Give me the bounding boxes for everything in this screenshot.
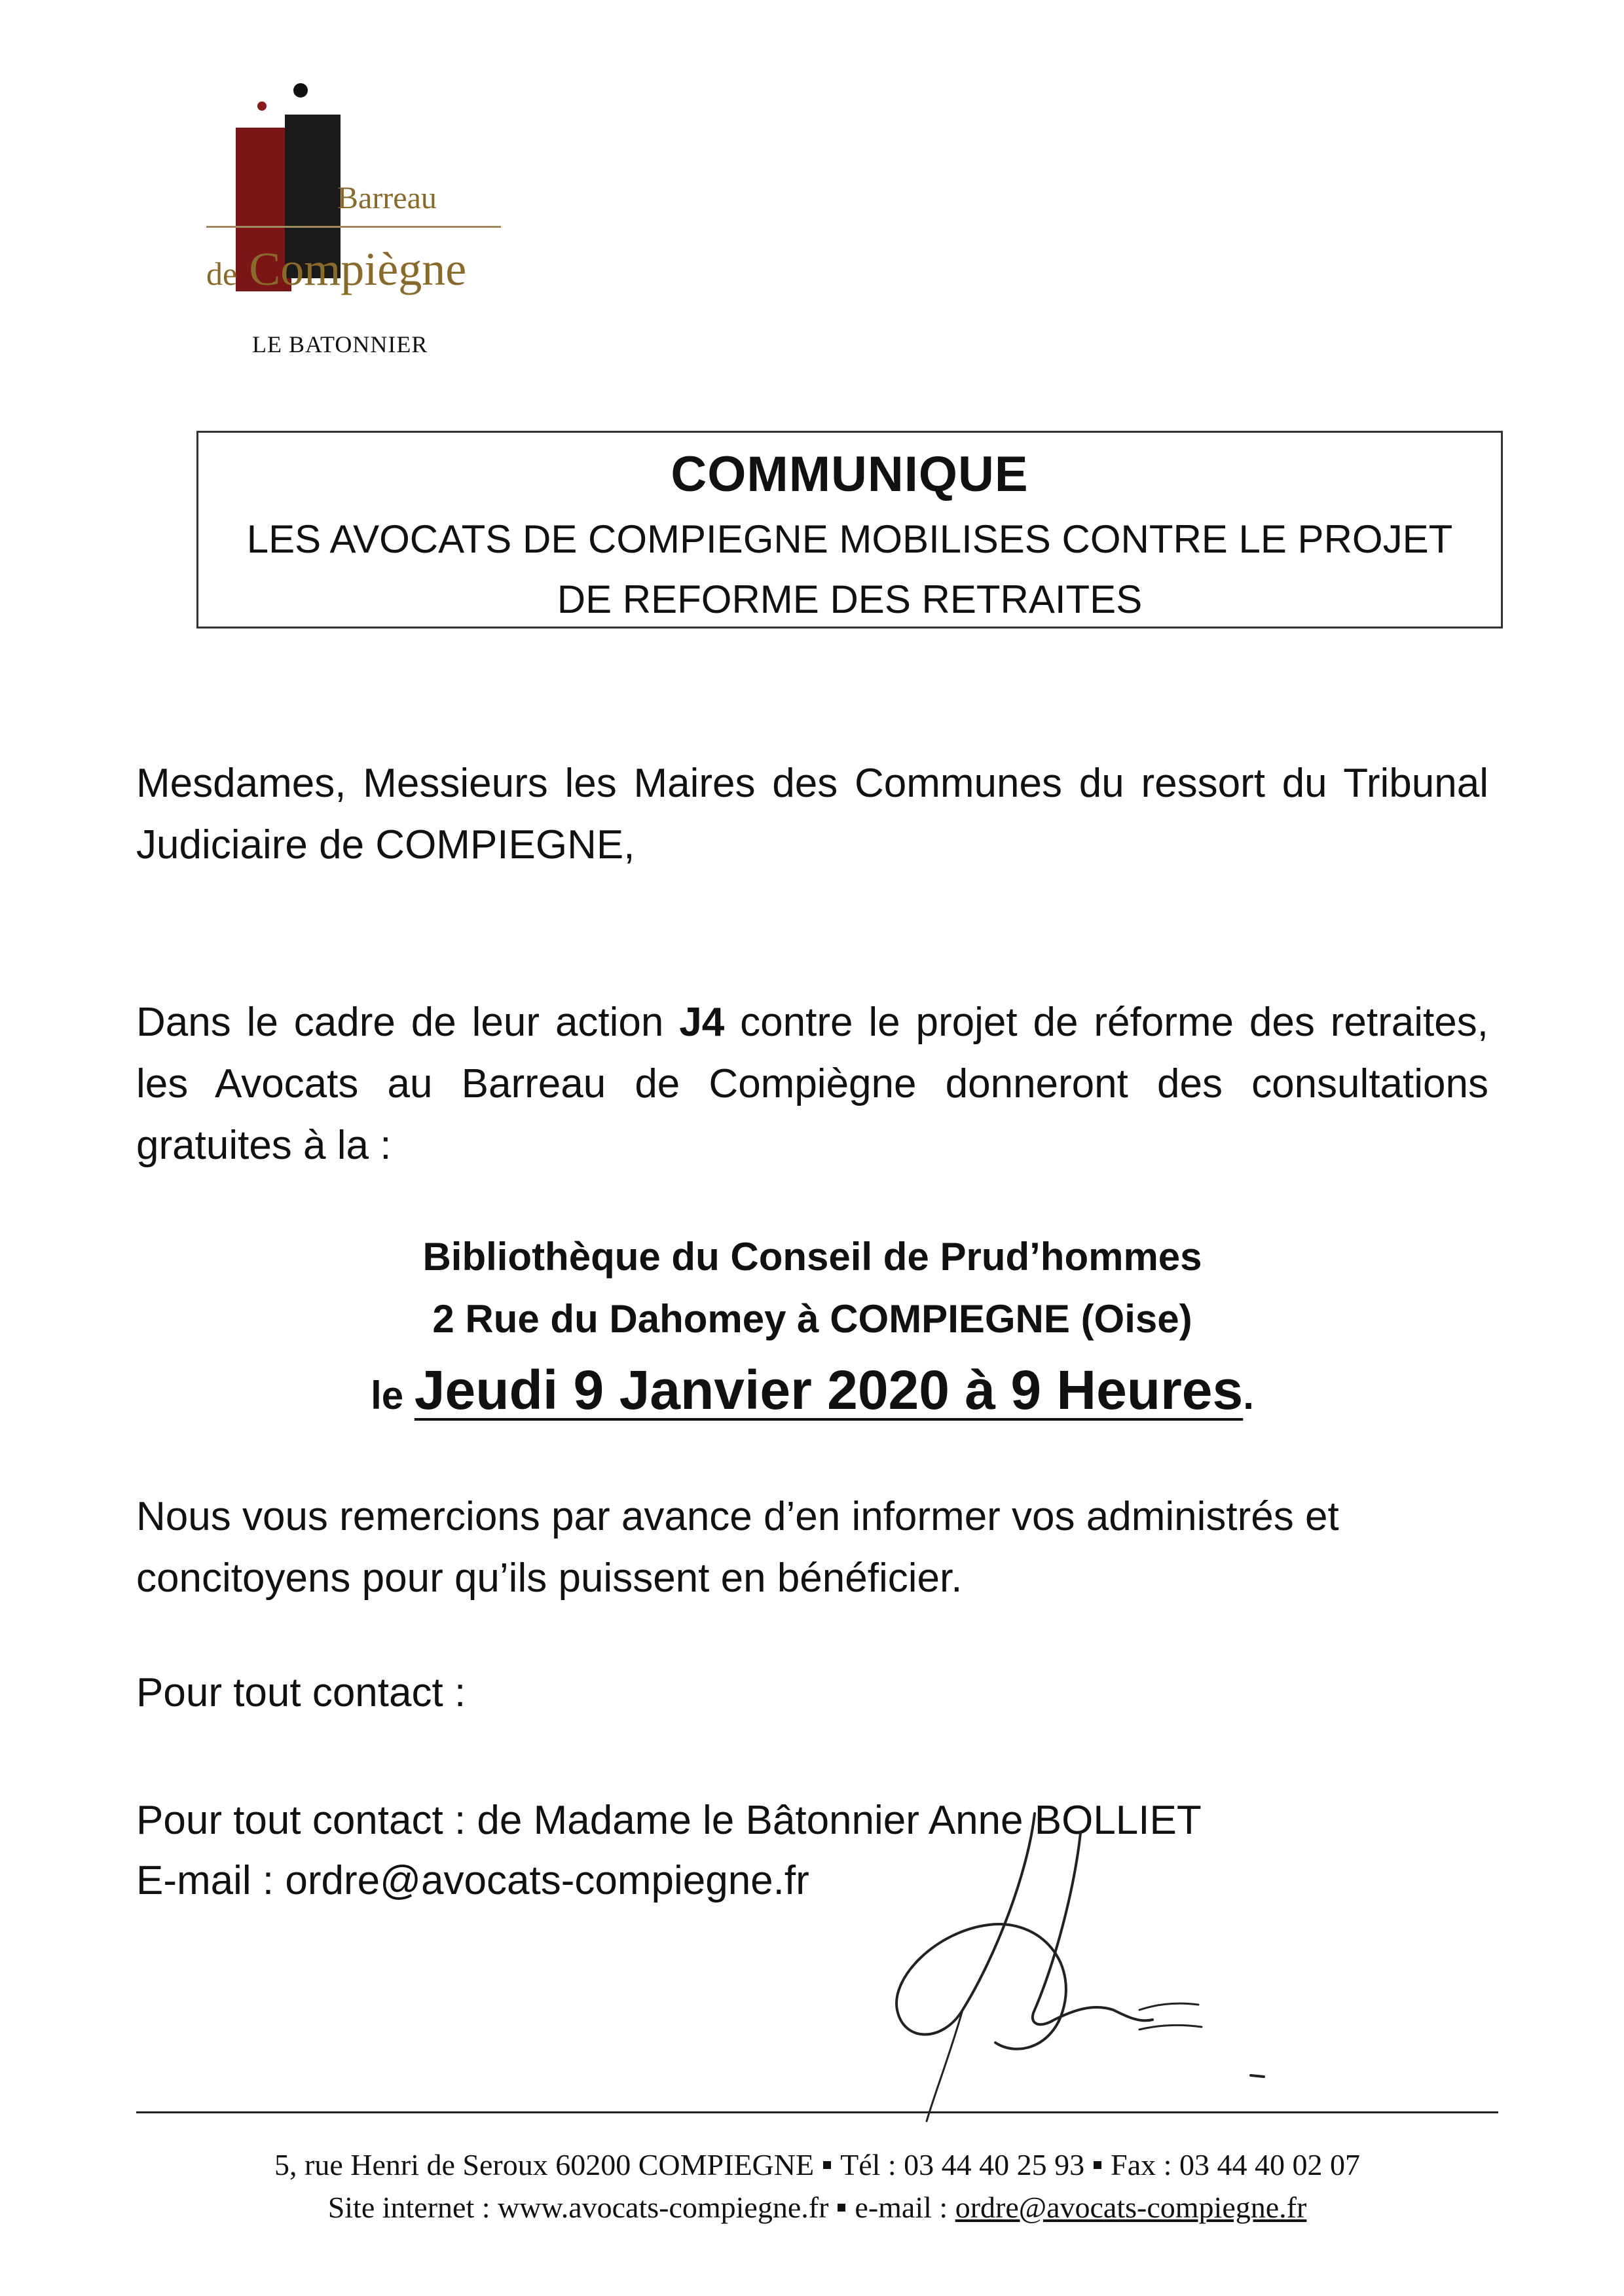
venue-block <box>136 1234 1488 1430</box>
venue-date-suffix: . <box>1243 1374 1254 1417</box>
communique-subtitle-line-1: LES AVOCATS DE COMPIEGNE MOBILISES CONTRE LE PROJET <box>246 517 1453 561</box>
logo-de: de <box>206 255 238 292</box>
action-text-after: contre le projet de réforme des retraites, les Avocats au Barreau de Compiègne donneront des consultations gratuites à la : <box>136 1000 1488 1168</box>
footer-address: 5, rue Henri de Seroux 60200 COMPIEGNE <box>274 2148 815 2181</box>
footer-email-link[interactable]: ordre@avocats-compiegne.fr <box>955 2191 1307 2224</box>
action-paragraph <box>136 992 1488 1176</box>
communique-subtitle <box>198 509 1501 630</box>
venue-date: Jeudi 9 Janvier 2020 à 9 Heures <box>414 1359 1244 1421</box>
footer-fax: Fax : 03 44 40 02 07 <box>1111 2148 1360 2181</box>
venue-address: 2 Rue du Dahomey à COMPIEGNE (Oise) <box>432 1297 1192 1341</box>
footer-email-label: e-mail : <box>855 2191 948 2224</box>
communique-subtitle-line-2: DE REFORME DES RETRAITES <box>557 577 1143 621</box>
footer-rule <box>136 2111 1498 2113</box>
venue-name: Bibliothèque du Conseil de Prud’hommes <box>422 1235 1202 1279</box>
logo-dot-black <box>293 83 308 98</box>
venue-date-line <box>136 1358 1488 1422</box>
contact-email: E-mail : ordre@avocats-compiegne.fr <box>136 1858 809 1903</box>
bar-logo <box>206 75 507 383</box>
handwritten-signature <box>864 1794 1283 2134</box>
action-code: J4 <box>679 1000 725 1045</box>
contact-name: Pour tout contact : de Madame le Bâtonnier Anne BOLLIET <box>136 1798 1202 1843</box>
action-text-before: Dans le cadre de leur action <box>136 1000 664 1045</box>
logo-city: Compiègne <box>249 243 467 295</box>
logo-dot-red <box>257 101 267 111</box>
communique-header-box <box>196 431 1503 629</box>
footer-bullet <box>823 2161 831 2169</box>
logo-rule <box>206 226 501 228</box>
greeting-paragraph: Mesdames, Messieurs les Maires des Communes du ressort du Tribunal Judiciaire de COMPIEGNE, <box>136 761 1488 867</box>
footer-tel: Tél : 03 44 40 25 93 <box>840 2148 1085 2181</box>
footer-bullet <box>838 2204 845 2212</box>
logo-barreau: Barreau <box>337 181 437 215</box>
footer-site[interactable]: Site internet : www.avocats-compiegne.fr <box>327 2191 829 2224</box>
footer-web-line <box>136 2190 1498 2225</box>
footer-address-line <box>136 2147 1498 2182</box>
logo-compiegne <box>206 242 507 297</box>
thanks-paragraph: Nous vous remercions par avance d’en informer vos administrés et concitoyens pour qu’ils puissent en bénéficier. <box>136 1494 1339 1601</box>
logo-subtitle: LE BATONNIER <box>252 331 428 357</box>
footer-bullet <box>1094 2161 1101 2169</box>
venue-date-prefix: le <box>371 1374 404 1417</box>
communique-title: COMMUNIQUE <box>671 446 1029 502</box>
contact-heading: Pour tout contact : <box>136 1670 466 1715</box>
